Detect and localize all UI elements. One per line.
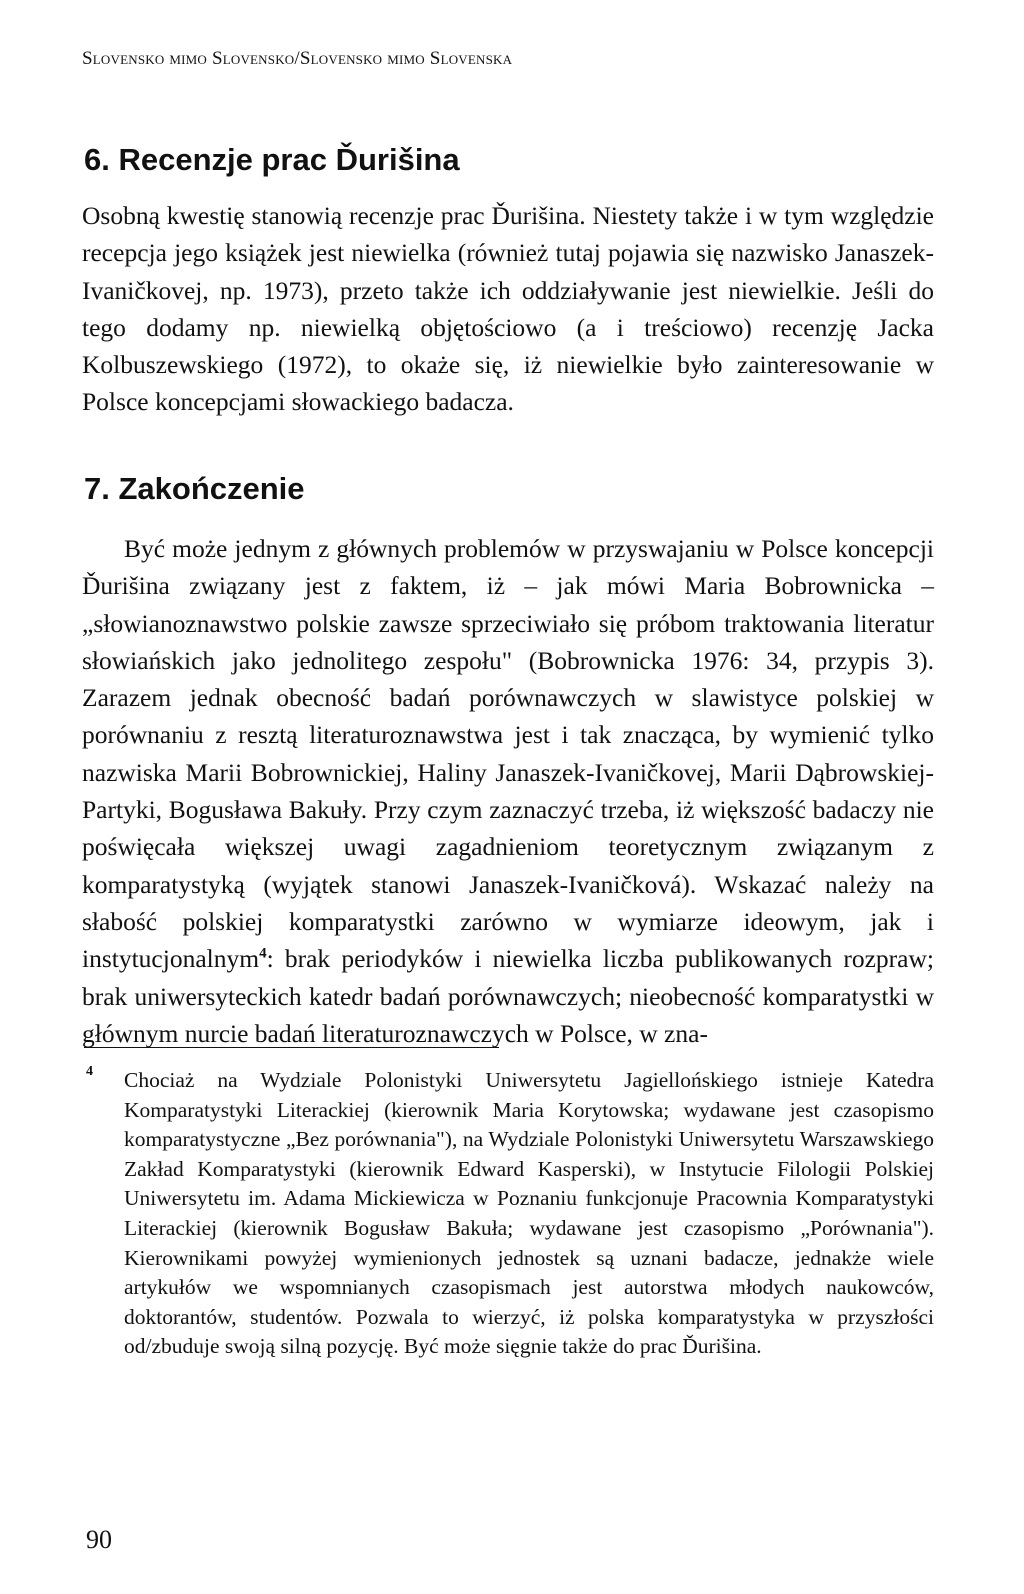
section-7-paragraph [82,530,934,1052]
section-7-text-part-2: : brak periodyków i niewielka liczba publikowanych rozpraw; brak uniwersyteckich katedr badań porównawczych; nieobecność komparatystki w głównym nurcie badań literaturoznawczych w Polsce, w zna- [82,944,934,1048]
section-heading-7: 7. Zakończenie [84,471,305,506]
section-7-text-part-1: Być może jednym z głównych problemów w przyswajaniu w Polsce koncepcji Ďurišina związany jest z faktem, iż – jak mówi Maria Bobrownicka – „słowianoznawstwo polskie zawsze sprzeciwiało się próbom traktowania literatur słowiańskich jako jednolitego zespołu" (Bobrownicka 1976: 34, przypis 3). Zarazem jednak obecność badań porównawczych w slawistyce polskiej w porównaniu z resztą literaturoznawstwa jest i tak znacząca, by wymienić tylko nazwiska Marii Bobrownickiej, Haliny Janaszek-Ivaničkovej, Marii Dąbrowskiej-Partyki, Bogusława Bakuły. Przy czym zaznaczyć trzeba, iż większość badaczy nie poświęcała większej uwagi zagadnieniom teoretycznym związanym z komparatystyką (wyjątek stanowi Janaszek-Ivaničková). Wskazać należy na słabość polskiej komparatystki zarówno w wymiarze ideowym, jak i instytucjonalnym [82,534,934,974]
section-6-paragraph: Osobną kwestię stanowią recenzje prac Ďurišina. Niestety także i w tym względzie recepcja jego książek jest niewielka (również tutaj pojawia się nazwisko Janaszek-Ivaničkovej, np. 1973), przeto także ich oddziaływanie jest niewielkie. Jeśli do tego dodamy np. niewielką objętościowo (a i treściowo) recenzję Jacka Kolbuszewskiego (1972), to okaże się, iż niewielkie było zainteresowanie w Polsce koncepcjami słowackiego badacza. [82,201,934,417]
footnote-separator [84,1047,499,1048]
page-number: 90 [86,1525,112,1554]
section-heading-6: 6. Recenzje prac Ďurišina [84,142,460,177]
running-head: Slovensko mimo Slovensko/Slovensko mimo Slovenska [82,48,513,69]
footnote-text: Chociaż na Wydziale Polonistyki Uniwersytetu Jagiellońskiego istnieje Katedra Komparatystyki Literackiej (kierownik Maria Korytowska; wydawane jest czasopismo komparatystyczne „Bez porównania"), na Wydziale Polonistyki Uniwersytetu Warszawskiego Zakład Komparatystyki (kierownik Edward Kasperski), w Instytucie Filologii Polskiej Uniwersytetu im. Adama Mickiewicza w Poznaniu funkcjonuje Pracownia Komparatystyki Literackiej (kierownik Bogusław Bakuła; wydawane jest czasopismo „Porównania"). Kierownikami powyżej wymienionych jednostek są uznani badacze, jednakże wiele artykułów we wspomnianych czasopismach jest autorstwa młodych naukowców, doktorantów, studentów. Pozwala to wierzyć, iż polska komparatystyka w przyszłości od/zbuduje swoją silną pozycję. Być może sięgnie także do prac Ďurišina. [124,1068,934,1359]
footnote-number: 4 [86,1064,93,1079]
footnote-reference[interactable]: 4 [259,945,267,962]
